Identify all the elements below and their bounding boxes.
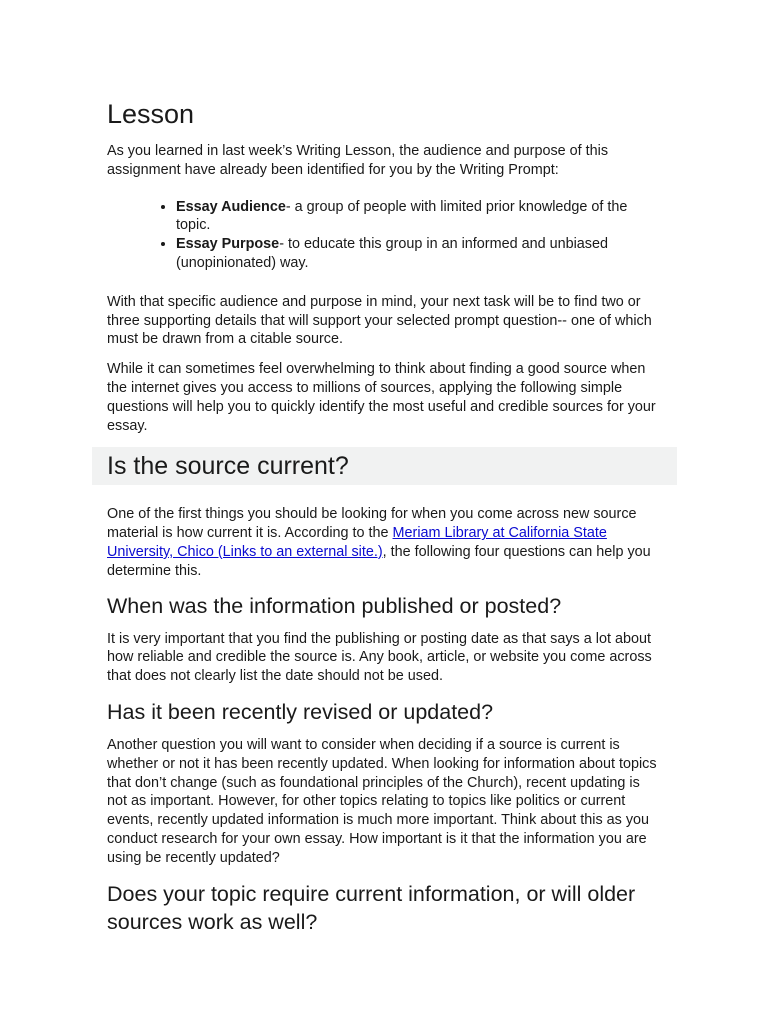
lesson-paragraph-2: With that specific audience and purpose in mind, your next task will be to find two or three supporting details that will support your selected prompt question-- one of which must be drawn from a citable source. (107, 293, 652, 348)
list-item-essay-audience (176, 198, 663, 236)
question-heading-published: When was the information published or posted? (107, 593, 562, 618)
lesson-paragraph-3: While it can sometimes feel overwhelming to think about finding a good source when the internet gives you access to millions of sources, applying the following simple questions will help you to quickly identify the most useful and credible sources for your essay. (107, 361, 656, 434)
essay-purpose-term: Essay Purpose (176, 236, 280, 253)
essay-criteria-list (107, 198, 663, 273)
question-body-revised: Another question you will want to consider when deciding if a source is current is whether or not it has been recently updated. When looking for information about topics that don’t change (such as foundational principles of the Church), recent updating is not as important. However, for other topics relating to topics like politics or current events, recently updated information is much more important. Think about this as you conduct research for your own essay. How important is it that the information you are using be recently updated? (107, 736, 657, 866)
essay-purpose-text: - to educate this group in an informed and unbiased (unopinionated) way. (176, 236, 608, 271)
section-heading-band (92, 447, 677, 485)
question-heading-current-info: Does your topic require current information, or will older sources work as well? (107, 881, 636, 934)
section-intro-before: One of the first things you should be looking for when you come across new source material is how current it is. According to the (107, 506, 637, 542)
question-heading-revised: Has it been recently revised or updated? (107, 699, 494, 724)
question-body-published: It is very important that you find the publishing or posting date as that says a lot about how reliable and credible the source is. Any book, article, or website you come across that does not clearly list the date should not be used. (107, 630, 652, 685)
lesson-intro: As you learned in last week’s Writing Lesson, the audience and purpose of this assignment have already been identified for you by the Writing Prompt: (107, 143, 609, 178)
section-intro (107, 505, 663, 580)
section-title: Is the source current? (107, 452, 349, 481)
section-intro-after: , the following four questions can help you determine this. (107, 543, 651, 579)
meriam-library-link[interactable]: Meriam Library at California State University, Chico (Links to an external site.) (107, 525, 607, 560)
document-content (107, 96, 663, 946)
list-item-essay-purpose (176, 235, 663, 273)
essay-audience-term: Essay Audience (176, 198, 286, 215)
page-title: Lesson (107, 99, 195, 129)
essay-audience-text: - a group of people with limited prior knowledge of the topic. (176, 198, 628, 234)
